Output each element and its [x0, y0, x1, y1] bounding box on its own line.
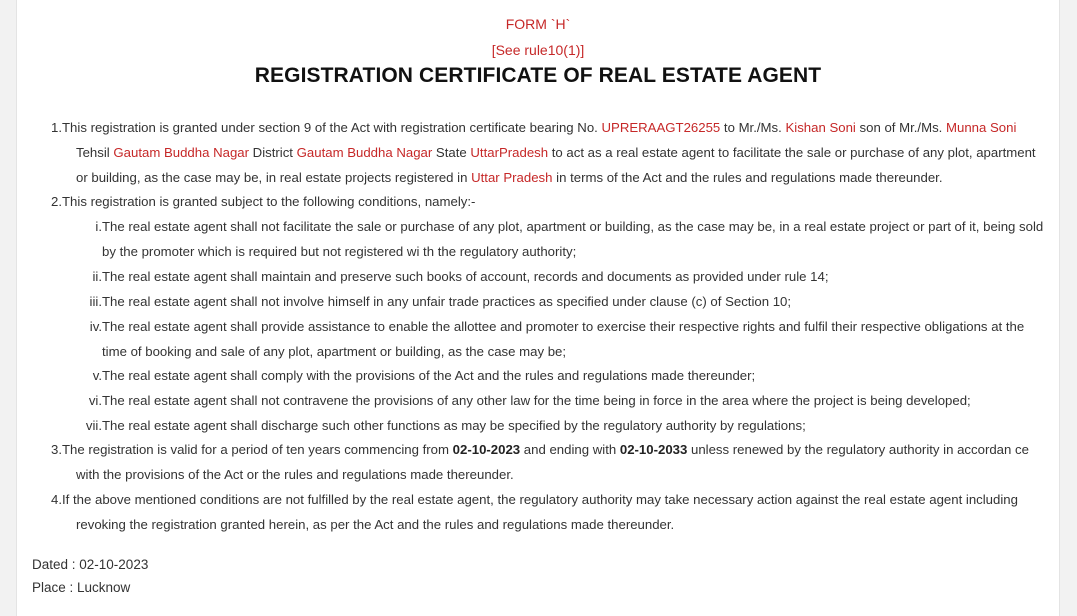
- clause-text: This registration is granted subject to the following conditions, namely:-: [62, 194, 476, 209]
- condition-text: The real estate agent shall not involve himself in any unfair trade practices as specified under clause (c) of Section 10;: [102, 294, 792, 309]
- clause-2: [51, 190, 1047, 215]
- clause-number: 4.: [51, 492, 62, 507]
- condition-number: vi.: [88, 393, 102, 408]
- end-date: 02-10-2033: [619, 442, 688, 457]
- certificate-title: REGISTRATION CERTIFICATE OF REAL ESTATE AGENT: [254, 64, 822, 87]
- certificate-page: [16, 0, 1060, 616]
- condition-item: [95, 215, 1052, 265]
- clause-text: This registration is granted under section 9 of the Act with registration certificate bearing No. UPRERAAGT26255 to Mr./Ms. Kishan Soni son of Mr./Ms. Munna Soni Tehsil Gautam Buddha Nagar District Gautam Buddha Nagar State UttarPradesh to act as a real estate agent to facilitate the sale or purchase of any plot, apartment or building, as the case may be, in real estate projects registered in Uttar Pradesh in terms of the Act and the rules and regulations made thereunder.: [62, 120, 1036, 185]
- clause-text: The registration is valid for a period of ten years commencing from 02-10-2023 and ending with 02-10-2033 unless renewed by the regulatory authority in accordan ce with the provisions of the Act or the rules and regulations made thereunder.: [62, 442, 1029, 482]
- condition-number: iii.: [89, 294, 102, 309]
- condition-item: [92, 364, 1052, 389]
- state-registered: Uttar Pradesh: [471, 169, 553, 185]
- start-date: 02-10-2023: [452, 442, 521, 457]
- clause-number: 2.: [51, 194, 62, 209]
- condition-number: vii.: [85, 418, 102, 433]
- form-title: FORM `H`: [505, 16, 571, 32]
- condition-text: The real estate agent shall not contravene the provisions of any other law for the time being in force in the area where the project is being developed;: [102, 393, 971, 408]
- condition-item: [89, 315, 1052, 365]
- father-name: Munna Soni: [946, 120, 1017, 135]
- condition-text: The real estate agent shall discharge such other functions as may be specified by the regulatory authority by regulations;: [102, 418, 806, 433]
- condition-item: [85, 414, 1052, 439]
- condition-item: [92, 265, 1052, 290]
- condition-item: [89, 290, 1052, 315]
- condition-text: The real estate agent shall provide assistance to enable the allottee and promoter to exercise their respective rights and fulfil their respective obligations at the time of booking and sale of any plot, apartment or building, as the case may be;: [102, 319, 1025, 359]
- condition-number: i.: [95, 219, 102, 234]
- clause-text: If the above mentioned conditions are not fulfilled by the real estate agent, the regulatory authority may take necessary action against the real estate agent including revoking the registration granted herein, as per the Act and the rules and regulations made thereunder.: [62, 492, 1018, 532]
- agent-name: Kishan Soni: [785, 120, 856, 135]
- state: UttarPradesh: [470, 144, 549, 160]
- condition-number: iv.: [89, 319, 102, 334]
- tehsil: Gautam Buddha Nagar: [113, 144, 250, 160]
- registration-number: UPRERAAGT26255: [601, 120, 721, 135]
- clause-number: 1.: [51, 120, 62, 135]
- clause-3: [51, 438, 1047, 488]
- place-line: Place : Lucknow: [32, 580, 131, 595]
- condition-text: The real estate agent shall maintain and preserve such books of account, records and documents as provided under rule 14;: [102, 269, 829, 284]
- clause-1: [51, 116, 1047, 190]
- clause-number: 3.: [51, 442, 62, 457]
- condition-text: The real estate agent shall not facilitate the sale or purchase of any plot, apartment or building, as the case may be, in a real estate project or part of it, being sold by the promoter which is required but not registered wi th the regulatory authority;: [102, 219, 1044, 259]
- condition-number: v.: [92, 368, 102, 383]
- rule-reference: [See rule10(1)]: [491, 42, 585, 58]
- condition-item: [88, 389, 1052, 414]
- dated-line: Dated : 02-10-2023: [32, 557, 149, 572]
- condition-number: ii.: [92, 269, 102, 284]
- clause-4: [51, 488, 1047, 538]
- district: Gautam Buddha Nagar: [296, 144, 433, 160]
- condition-text: The real estate agent shall comply with the provisions of the Act and the rules and regulations made thereunder;: [102, 368, 756, 383]
